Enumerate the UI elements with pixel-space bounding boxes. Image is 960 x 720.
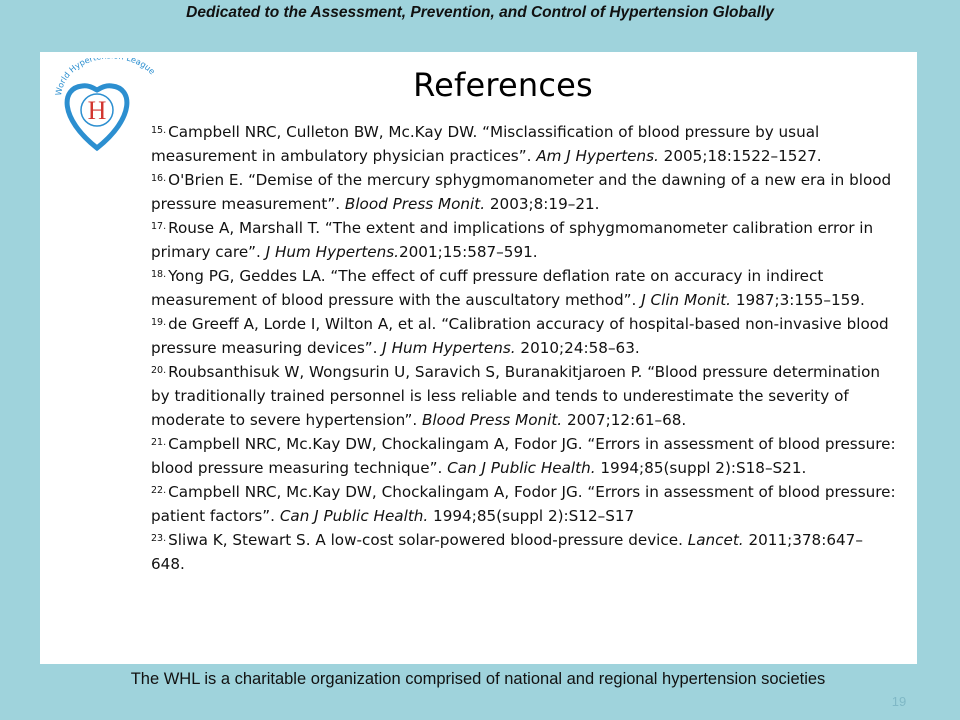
reference-journal: Blood Press Monit.: [422, 411, 563, 429]
reference-journal: J Hum Hypertens.: [265, 243, 399, 261]
reference-text: Yong PG, Geddes LA. “The effect of cuff pressure deflation rate on accuracy in indirect measurement of blood pressure with the auscultatory method”.: [151, 267, 824, 309]
header-banner: Dedicated to the Assessment, Prevention, and Control of Hypertension Globally: [186, 4, 774, 21]
reference-item: [151, 120, 896, 168]
reference-item: [151, 360, 896, 432]
reference-journal: J Hum Hypertens.: [382, 339, 516, 357]
reference-citation: 2005;18:1522–1527.: [658, 147, 822, 165]
reference-journal: J Clin Monit.: [641, 291, 732, 309]
reference-text: Sliwa K, Stewart S. A low-cost solar-powered blood-pressure device.: [168, 531, 688, 549]
reference-number: 15.: [151, 125, 167, 136]
reference-item: [151, 168, 896, 216]
reference-item: [151, 216, 896, 264]
reference-number: 22.: [151, 485, 167, 496]
reference-number: 23.: [151, 533, 167, 544]
page-title: References: [413, 66, 593, 104]
reference-citation: 2007;12:61–68.: [562, 411, 687, 429]
reference-text: Roubsanthisuk W, Wongsurin U, Saravich S, Buranakitjaroen P. “Blood pressure determination by traditionally trained personnel is less reliable and tends to underestimate the severity of moderate to severe hypertension”.: [151, 363, 881, 429]
reference-item: [151, 480, 896, 528]
reference-item: [151, 432, 896, 480]
reference-citation: 1987;3:155–159.: [731, 291, 865, 309]
logo-letter-h: H: [87, 96, 107, 125]
reference-number: 20.: [151, 365, 167, 376]
reference-number: 18.: [151, 269, 167, 280]
reference-number: 21.: [151, 437, 167, 448]
reference-text: Campbell NRC, Mc.Kay DW, Chockalingam A, Fodor JG. “Errors in assessment of blood pressure: patient factors”.: [151, 483, 896, 525]
reference-citation: 1994;85(suppl 2):S12–S17: [428, 507, 635, 525]
reference-citation: 2010;24:58–63.: [515, 339, 640, 357]
reference-journal: Blood Press Monit.: [344, 195, 486, 213]
reference-number: 19.: [151, 317, 167, 328]
reference-journal: Am J Hypertens.: [536, 147, 659, 165]
reference-citation: 2011;378:647–648.: [151, 531, 863, 573]
reference-text: Campbell NRC, Mc.Kay DW, Chockalingam A, Fodor JG. “Errors in assessment of blood pressure: blood pressure measuring technique”.: [151, 435, 896, 477]
footer-text: The WHL is a charitable organization comprised of national and regional hypertension societies: [130, 670, 826, 688]
logo-arc-text: World Hyper eague: [53, 58, 158, 97]
reference-text: de Greeff A, Lorde I, Wilton A, et al. “Calibration accuracy of hospital-based non-invasive blood pressure measuring devices”.: [151, 315, 889, 357]
reference-text: Campbell NRC, Culleton BW, Mc.Kay DW. “Misclassification of blood pressure by usual measurement in ambulatory physician practices”.: [151, 123, 820, 165]
reference-citation: 2003;8:19–21.: [485, 195, 600, 213]
reference-journal: Lancet.: [687, 531, 744, 549]
references-list: [151, 120, 896, 576]
reference-citation: 1994;85(suppl 2):S18–S21.: [595, 459, 807, 477]
slide-number: 19: [891, 694, 907, 709]
reference-item: [151, 528, 896, 576]
reference-number: 17.: [151, 221, 167, 232]
reference-text: Rouse A, Marshall T. “The extent and implications of sphygmomanometer calibration error in primary care”.: [151, 219, 874, 261]
whl-logo-graphic: [53, 58, 165, 158]
reference-journal: Can J Public Health.: [447, 459, 596, 477]
reference-number: 16.: [151, 173, 167, 184]
whl-logo: [53, 58, 165, 158]
reference-item: [151, 264, 896, 312]
reference-journal: Can J Public Health.: [279, 507, 429, 525]
reference-item: [151, 312, 896, 360]
reference-citation: 2001;15:587–591.: [398, 243, 538, 261]
reference-text: O'Brien E. “Demise of the mercury sphygmomanometer and the dawning of a new era in blood pressure measurement”.: [151, 171, 892, 213]
